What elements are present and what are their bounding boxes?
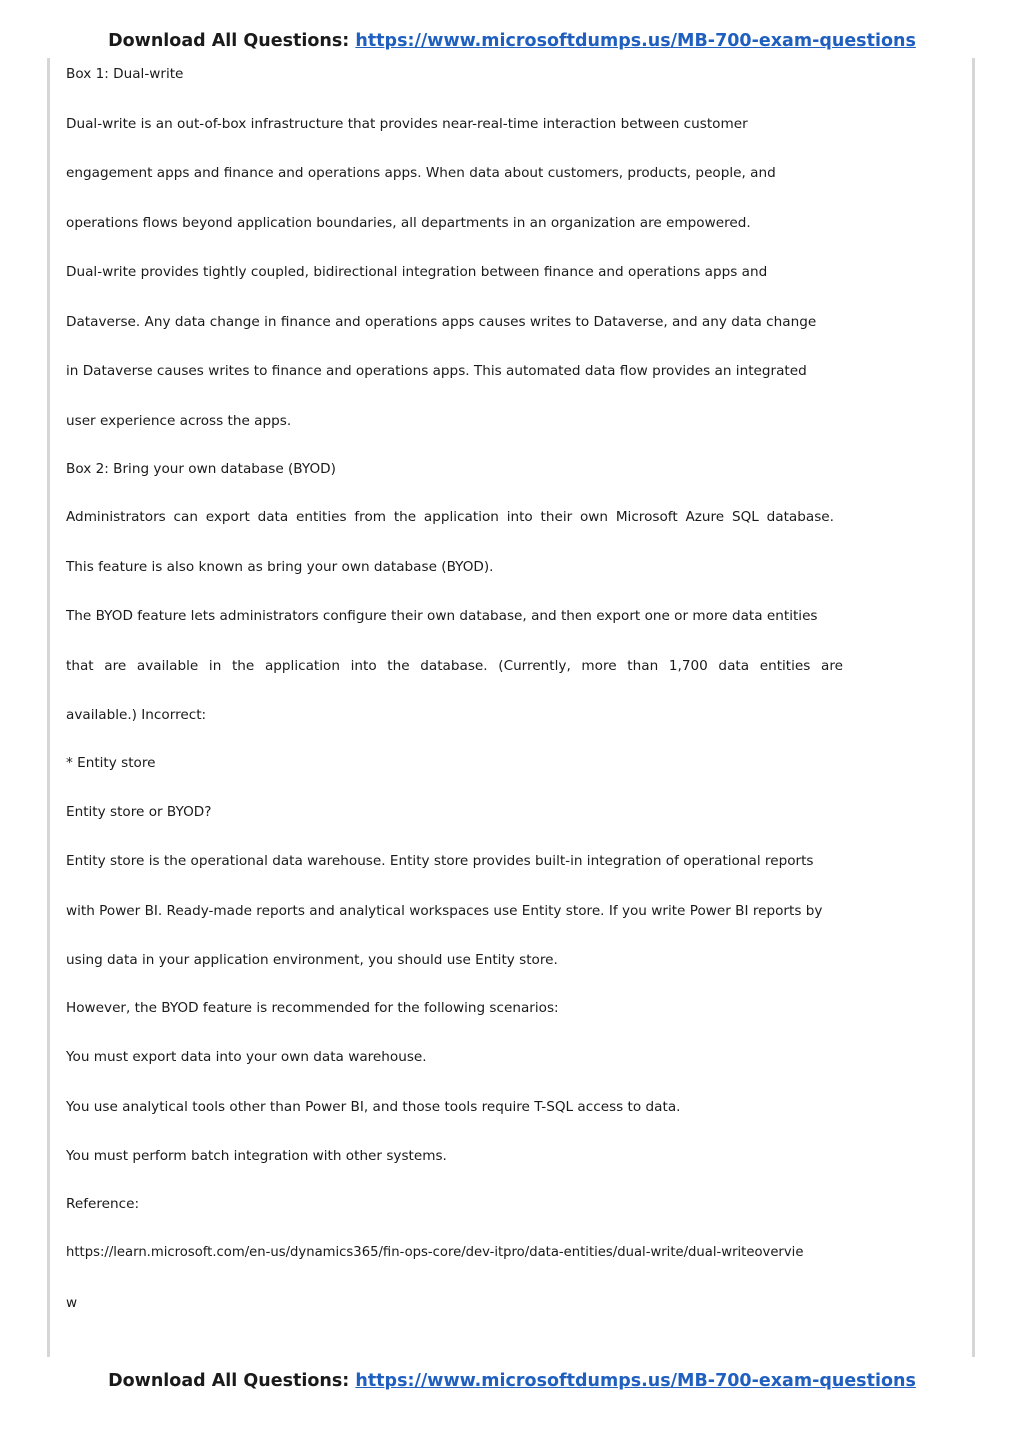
paragraph-line: Dataverse. Any data change in finance and operations apps causes writes to Dataverse, and any data change [66,314,817,330]
paragraph-line: available.) Incorrect: [66,707,207,723]
list-item: You use analytical tools other than Power BI, and those tools require T-SQL access to data. [66,1099,681,1115]
paragraph-line: Box 1: Dual-write [66,66,184,82]
list-item: * Entity store [66,755,156,771]
paragraph-line: with Power BI. Ready-made reports and analytical workspaces use Entity store. If you write Power BI reports by [66,903,823,919]
list-item: You must perform batch integration with other systems. [66,1148,447,1164]
footer-prefix: Download All Questions: [108,1371,350,1391]
paragraph-line: This feature is also known as bring your own database (BYOD). [66,559,494,575]
paragraph-line: Entity store is the operational data warehouse. Entity store provides built-in integration of operational reports [66,853,814,869]
reference-url: https://learn.microsoft.com/en-us/dynamics365/fin-ops-core/dev-itpro/data-entities/dual-write/dual-writeovervie [66,1245,804,1260]
reference-label: Reference: [66,1196,140,1212]
section-heading: Box 2: Bring your own database (BYOD) [66,461,336,477]
paragraph-line: Dual-write provides tightly coupled, bidirectional integration between finance and operations apps and [66,264,768,280]
paragraph-line: Entity store or BYOD? [66,804,212,820]
paragraph-line: Dual-write is an out-of-box infrastructure that provides near-real-time interaction between customer [66,116,748,132]
header-download-link[interactable]: https://www.microsoftdumps.us/MB-700-exam-questions [355,31,916,51]
paragraph-line: in Dataverse causes writes to finance and operations apps. This automated data flow provides an integrated [66,363,807,379]
header-banner [0,31,1024,51]
paragraph-line: However, the BYOD feature is recommended for the following scenarios: [66,1000,559,1016]
paragraph-line: user experience across the apps. [66,413,292,429]
list-item: You must export data into your own data warehouse. [66,1049,427,1065]
paragraph-line: The BYOD feature lets administrators configure their own database, and then export one or more data entities [66,608,818,624]
header-prefix: Download All Questions: [108,31,350,51]
footer-download-link[interactable]: https://www.microsoftdumps.us/MB-700-exam-questions [355,1371,916,1391]
paragraph-line: engagement apps and finance and operations apps. When data about customers, products, people, and [66,165,776,181]
paragraph-line: that are available in the application into the database. (Currently, more than 1,700 data entities are [66,658,843,674]
footer-banner [0,1371,1024,1391]
paragraph-line: operations flows beyond application boundaries, all departments in an organization are empowered. [66,215,751,231]
reference-url-continuation: w [66,1295,78,1311]
paragraph-line: using data in your application environment, you should use Entity store. [66,952,558,968]
paragraph-line: Administrators can export data entities from the application into their own Microsoft Azure SQL database. [66,509,834,525]
